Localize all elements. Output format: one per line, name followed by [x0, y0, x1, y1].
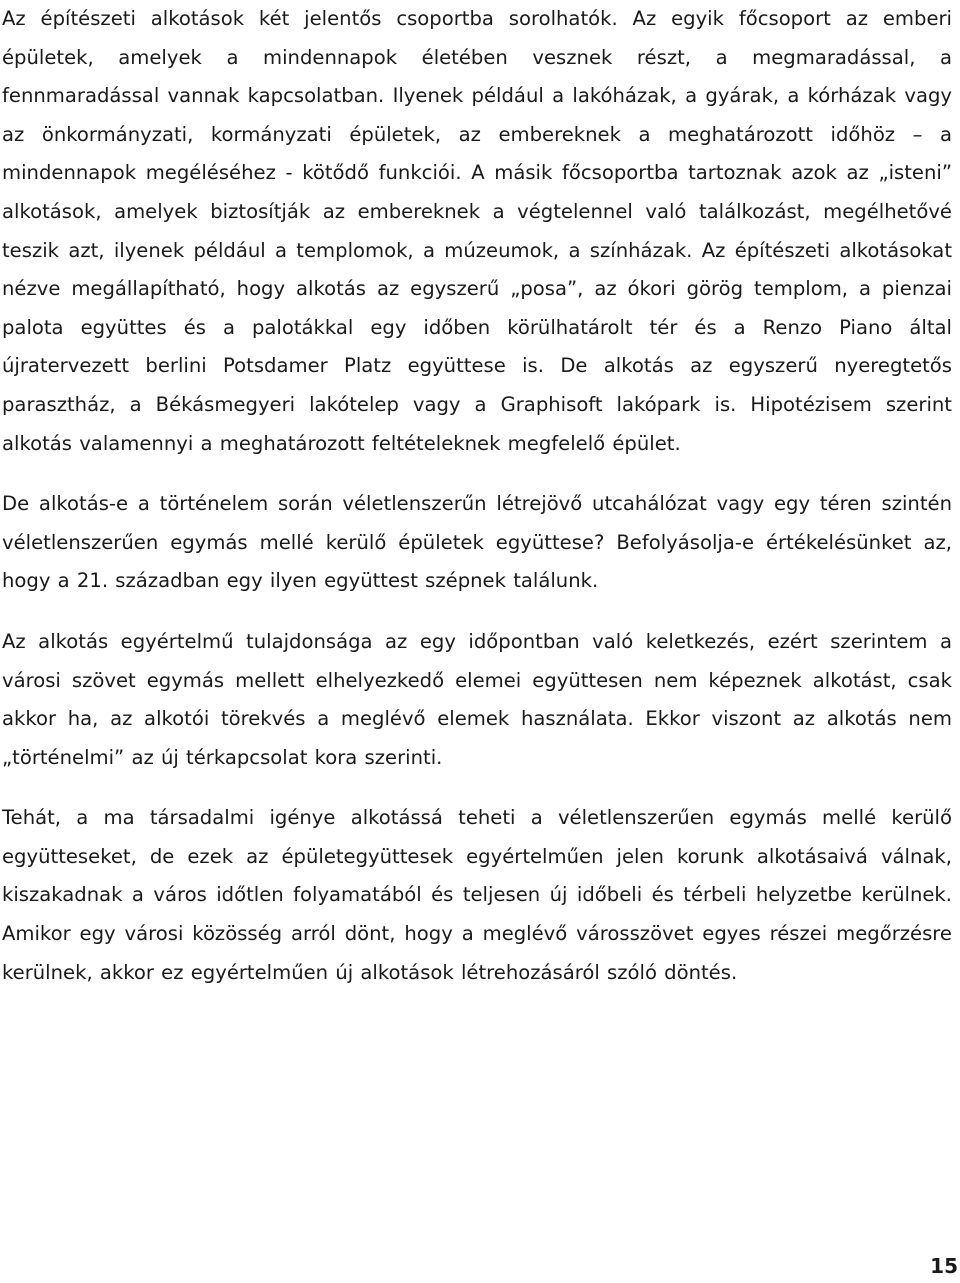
paragraph-4: Tehát, a ma társadalmi igénye alkotássá teheti a véletlenszerűen egymás mellé kerülő együtteseket, de ezek az épületegyüttesek egyértelműen jelen korunk alkotásaivá válnak, kiszakadnak a város időtlen folyamatából és teljesen új időbeli és térbeli helyzetbe kerülnek. Amikor egy városi közösség arról dönt, hogy a meglévő városszövet egyes részei megőrzésre kerülnek, akkor ez egyértelműen új alkotások létrehozásáról szóló döntés.	[2, 806, 952, 984]
page-body	[2, 0, 952, 1014]
paragraph-1: Az építészeti alkotások két jelentős csoportba sorolhatók. Az egyik főcsoport az emberi épületek, amelyek a mindennapok életében vesznek részt, a megmaradással, a fennmaradással vannak kapcsolatban. Ilyenek például a lakóházak, a gyárak, a kórházak vagy az önkormányzati, kormányzati épületek, az embereknek a meghatározott időhöz – a mindennapok megéléséhez - kötődő funkciói. A másik főcsoportba tartoznak azok az „isteni” alkotások, amelyek biztosítják az embereknek a végtelennel való találkozást, megélhetővé teszik azt, ilyenek például a templomok, a múzeumok, a színházak. Az építészeti alkotásokat nézve megállapítható, hogy alkotás az egyszerű „posa”, az ókori görög templom, a pienzai palota együttes és a palotákkal egy időben körülhatárolt tér és a Renzo Piano által újratervezett berlini Potsdamer Platz együttese is. De alkotás az egyszerű nyeregtetős parasztház, a Békásmegyeri lakótelep vagy a Graphisoft lakópark is. Hipotézisem szerint alkotás valamennyi a meghatározott feltételeknek megfelelő épület.	[2, 7, 952, 455]
paragraph-2: De alkotás-e a történelem során véletlenszerűn létrejövő utcahálózat vagy egy téren szintén véletlenszerűen egymás mellé kerülő épületek együttese? Befolyásolja-e értékelésünket az, hogy a 21. században egy ilyen együttest szépnek találunk.	[2, 492, 952, 593]
page-number: 15	[930, 1254, 958, 1278]
paragraph-3: Az alkotás egyértelmű tulajdonsága az egy időpontban való keletkezés, ezért szerintem a városi szövet egymás mellett elhelyezkedő elemei együttesen nem képeznek alkotást, csak akkor ha, az alkotói törekvés a meglévő elemek használata. Ekkor viszont az alkotás nem „történelmi” az új térkapcsolat kora szerinti.	[2, 629, 952, 769]
